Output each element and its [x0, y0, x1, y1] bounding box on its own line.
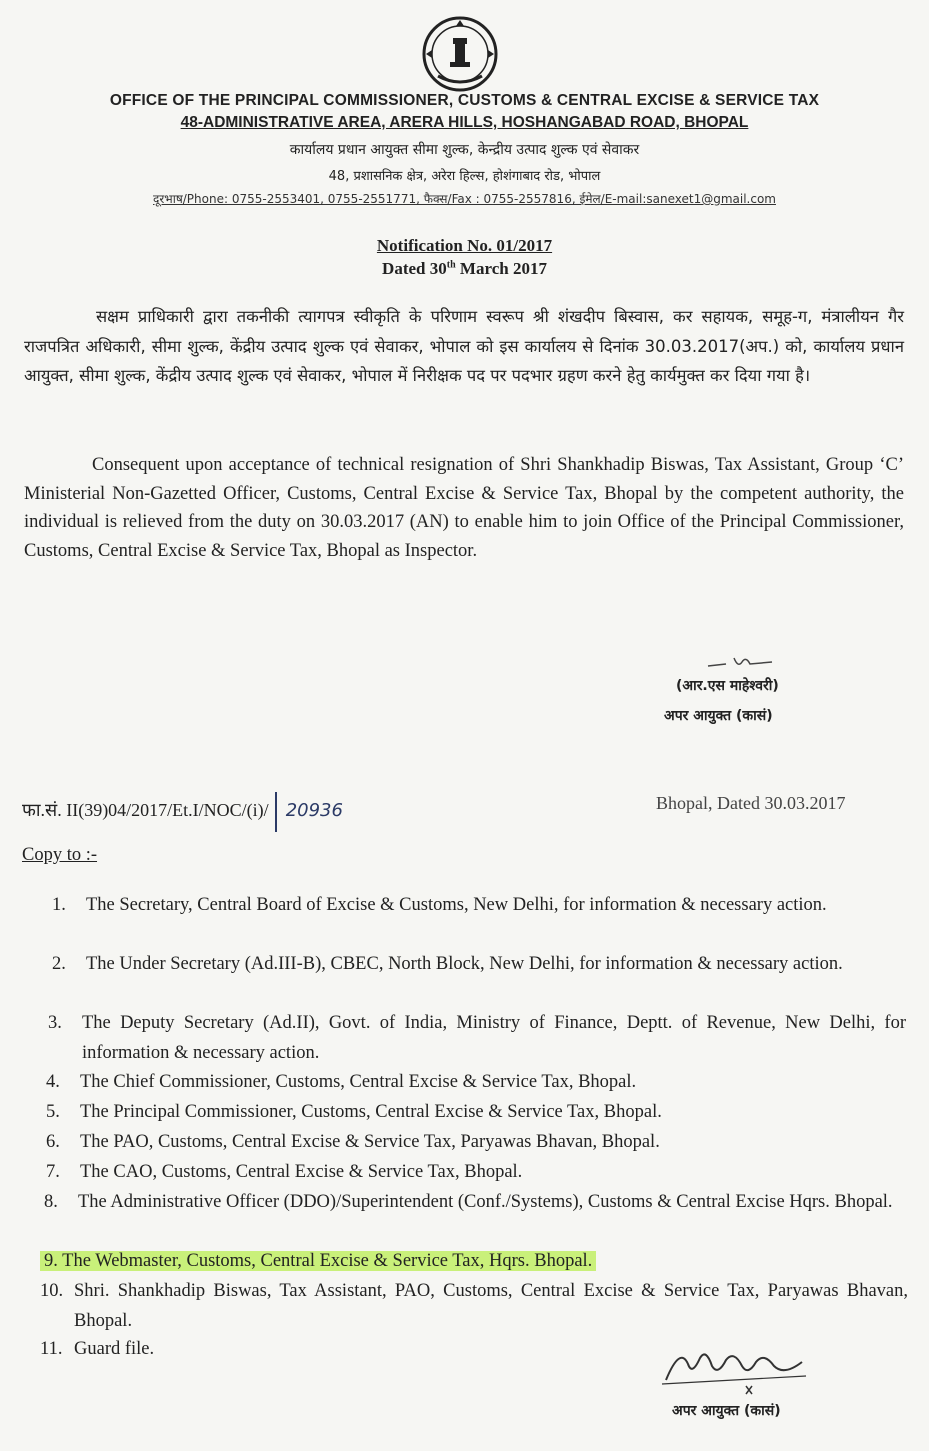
list-item-number: 9.	[44, 1251, 58, 1271]
highlighter-mark	[40, 1251, 596, 1271]
signatory-designation-2: अपर आयुक्त (कासं)	[672, 1403, 781, 1419]
office-title: OFFICE OF THE PRINCIPAL COMMISSIONER, CUSTOMS & CENTRAL EXCISE & SERVICE TAX	[109, 92, 820, 109]
list-item-text: The Secretary, Central Board of Excise & Customs, New Delhi, for information & necessary action.	[86, 895, 827, 915]
list-item-number: 11.	[40, 1339, 63, 1359]
list-item-text: The Webmaster, Customs, Central Excise & Service Tax, Hqrs. Bhopal.	[62, 1251, 593, 1271]
list-item-text: The PAO, Customs, Central Excise & Service Tax, Paryawas Bhavan, Bhopal.	[80, 1132, 660, 1152]
office-address-hindi: 48, प्रशासनिक क्षेत्र, अरेरा हिल्स, होशंगाबाद रोड, भोपाल	[328, 169, 601, 184]
list-item-number: 5.	[46, 1102, 60, 1122]
signatory-name: (आर.एस माहेश्वरी)	[676, 678, 779, 694]
list-item	[44, 1188, 908, 1218]
english-paragraph: Consequent upon acceptance of technical resignation of Shri Shankhadip Biswas, Tax Assistant, Group ‘C’ Ministerial Non-Gazetted Officer, Customs, Central Excise & Service Tax, Bhopal by the competent authority, the individual is relieved from the duty on 30.03.2017 (AN) to enable him to join Office of the Principal Commissioner, Customs, Central Excise & Service Tax, Bhopal as Inspector.	[24, 455, 904, 561]
list-item-text: The Principal Commissioner, Customs, Central Excise & Service Tax, Bhopal.	[80, 1102, 662, 1122]
copy-to-label: Copy to :-	[22, 845, 98, 865]
list-item-text: Shri. Shankhadip Biswas, Tax Assistant, PAO, Customs, Central Excise & Service Tax, Paryawas Bhavan, Bhopal.	[74, 1281, 908, 1331]
signatory-designation: अपर आयुक्त (कासं)	[664, 708, 773, 724]
list-item	[46, 1158, 904, 1188]
list-item	[48, 1009, 906, 1068]
list-item-text: The Deputy Secretary (Ad.II), Govt. of India, Ministry of Finance, Deptt. of Revenue, New Delhi, for information & necessary action.	[82, 1013, 906, 1063]
list-item-number: 6.	[46, 1132, 60, 1152]
list-item-text: The Under Secretary (Ad.III-B), CBEC, North Block, New Delhi, for information & necessary action.	[86, 954, 843, 974]
notification-date	[0, 259, 929, 279]
list-item	[46, 1098, 904, 1128]
handwritten-signature-icon	[656, 1336, 816, 1398]
list-item-text: The Chief Commissioner, Customs, Central Excise & Service Tax, Bhopal.	[80, 1072, 637, 1092]
office-address: 48-ADMINISTRATIVE AREA, ARERA HILLS, HOSHANGABAD ROAD, BHOPAL	[180, 114, 749, 131]
signature-scribble-icon	[706, 652, 776, 674]
pen-stroke	[275, 792, 277, 832]
list-item-number: 1.	[52, 895, 66, 915]
list-item	[52, 950, 904, 980]
list-item-number: 7.	[46, 1162, 60, 1182]
list-item	[52, 891, 904, 921]
file-number: फा.सं. II(39)04/2017/Et.I/NOC/(i)/	[22, 800, 269, 821]
office-title-hindi: कार्यालय प्रधान आयुक्त सीमा शुल्क, केन्द्रीय उत्पाद शुल्क एवं सेवाकर	[289, 142, 640, 158]
notification-number: Notification No. 01/2017	[376, 236, 553, 255]
list-item-highlighted	[40, 1247, 908, 1277]
date-prefix: Dated 30	[382, 259, 447, 278]
handwritten-dispatch-number: 20936	[285, 800, 343, 822]
list-item-text: Guard file.	[74, 1339, 155, 1359]
emblem-seal-icon	[420, 14, 500, 94]
list-item	[46, 1128, 904, 1158]
file-reference	[22, 792, 343, 832]
list-item-number: 2.	[52, 954, 66, 974]
list-item-text: The CAO, Customs, Central Excise & Service Tax, Bhopal.	[80, 1162, 523, 1182]
list-item-text: The Administrative Officer (DDO)/Superintendent (Conf./Systems), Customs & Central Excise Hqrs. Bhopal.	[78, 1192, 893, 1212]
date-suffix-sup: th	[446, 259, 456, 271]
hindi-paragraph: सक्षम प्राधिकारी द्वारा तकनीकी त्यागपत्र स्वीकृति के परिणाम स्वरूप श्री शंखदीप बिस्वास, कर सहायक, समूह-ग, मंत्रालीयन गैर राजपत्रित अधिकारी, सीमा शुल्क, केंद्रीय उत्पाद शुल्क एवं सेवाकर, भोपाल को इस कार्यालय से दिनांक 30.03.2017(अप.) को, कार्यालय प्रधान आयुक्त, सीमा शुल्क, केंद्रीय उत्पाद शुल्क एवं सेवाकर, भोपाल में निरीक्षक पद पर पदभार ग्रहण करने हेतु कार्यमुक्त कर दिया गया है।	[24, 307, 904, 385]
place-date: Bhopal, Dated 30.03.2017	[656, 793, 846, 813]
date-suffix: March 2017	[455, 259, 547, 278]
list-item	[46, 1068, 904, 1098]
list-item-number: 10.	[40, 1281, 64, 1301]
list-item	[40, 1277, 908, 1336]
office-contact: दूरभाष/Phone: 0755-2553401, 0755-2551771, फैक्स/Fax : 0755-2557816, ईमेल/E-mail:sanexet1@gmail.com	[153, 192, 776, 206]
list-item-number: 3.	[48, 1013, 62, 1033]
list-item-number: 4.	[46, 1072, 60, 1092]
list-item-number: 8.	[44, 1192, 58, 1212]
